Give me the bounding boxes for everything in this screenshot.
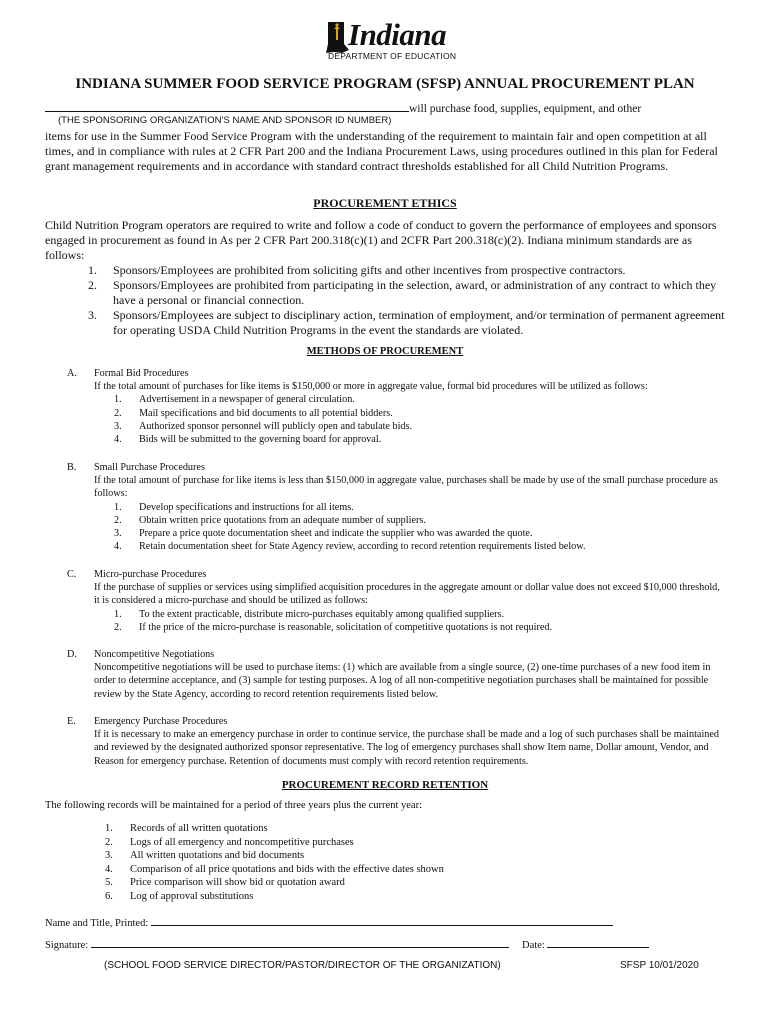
item-text: Authorized sponsor personnel will publicly open and tabulate bids. (139, 420, 413, 432)
method-title: Emergency Purchase Procedures (94, 716, 228, 727)
item-text: Retain documentation sheet for State Agency review, according to record retention requirements listed below. (139, 541, 586, 553)
item-text: Mail specifications and bid documents to all potential bidders. (139, 407, 393, 419)
method-body (94, 728, 724, 768)
form-id: SFSP 10/01/2020 (620, 960, 699, 971)
list-item (114, 407, 724, 420)
method-text: Noncompetitive negotiations will be used to purchase items: (1) which are available from a single source, (2) one-time purchases of a new food item in order to determine acceptance, and (3) sample for testing purposes. A log of all non-competitive negotiation purchases shall be maintained for possible review by the State Agency, according to record retention requirements listed below. (94, 662, 711, 700)
method-text: If the purchase of supplies or services using simplified acquisition procedures in the aggregate amount or dollar value does not exceed $10,000 threshold, it is considered a micro-purchase and should be utilized as follows: (94, 582, 720, 607)
retention-intro: The following records will be maintained for a period of three years plus the current year: (45, 800, 422, 811)
name-title-row (45, 916, 613, 929)
method-text: If it is necessary to make an emergency purchase in order to continue service, the purchase shall be made and a log of such purchases shall be maintained and reviewed by the designated authorized sponsor representative. The log of emergency purchases shall show Item name, Dollar amount, Vendor, and Reason for emergency purchase. Retention of documents must comply with record retention requirements. (94, 729, 719, 767)
method-list (114, 501, 724, 554)
item-number: 2. (114, 621, 122, 633)
logo-wordmark: Indiana (348, 17, 447, 52)
method-letter: D. (67, 649, 77, 660)
list-item (114, 621, 724, 634)
list-item (114, 420, 724, 433)
method-body (94, 661, 724, 701)
item-text: Obtain written price quotations from an adequate number of suppliers. (139, 514, 426, 526)
item-text: Records of all written quotations (130, 823, 268, 834)
item-text: Bids will be submitted to the governing board for approval. (139, 434, 382, 446)
method-letter: B. (67, 462, 77, 473)
list-item (114, 501, 724, 514)
date-field[interactable] (547, 938, 649, 948)
method-title: Formal Bid Procedures (94, 368, 189, 379)
item-number: 4. (105, 863, 113, 875)
list-item (105, 822, 444, 836)
list-item (114, 540, 724, 553)
item-number: 6. (105, 890, 113, 902)
method-title: Noncompetitive Negotiations (94, 649, 215, 660)
intro-line (45, 101, 641, 115)
method-title: Small Purchase Procedures (94, 462, 205, 473)
method-list (114, 393, 724, 446)
list-item (114, 514, 724, 527)
ethics-paragraph: Child Nutrition Program operators are required to write and follow a code of conduct to govern the performance of employees and sponsors engaged in procurement as found in As per 2 CFR Part 200.318(c)(1) and 2CFR Part 200.318(c)(2). Indiana minimum standards are as follows: (45, 218, 717, 262)
list-item (114, 527, 724, 540)
method-letter: E. (67, 716, 76, 727)
intro-paragraph: items for use in the Summer Food Service Program with the understanding of the requirement to maintain fair and open competition at all times, and in compliance with rules at 2 CFR Part 200 and the Indiana Procurement Laws, using procedures outlined in this plan for Federal grant management requirements and in accordance with standard contract thresholds established for all Child Nutrition Programs. (45, 129, 718, 173)
retention-heading: PROCUREMENT RECORD RETENTION (281, 779, 489, 791)
item-number: 5. (105, 877, 113, 888)
list-item (114, 393, 724, 406)
sponsor-field-caption: (THE SPONSORING ORGANIZATION’S NAME AND SPONSOR ID NUMBER) (58, 115, 392, 126)
item-number: 1. (105, 823, 113, 834)
method-text: If the total amount of purchases for like items is $150,000 or more in aggregate value, formal bid procedures will be utilized as follows: (94, 381, 648, 392)
method-list (114, 608, 724, 635)
signature-row (45, 938, 649, 951)
item-text: Comparison of all price quotations and bids with the effective dates shown (130, 863, 444, 875)
sponsor-name-field[interactable] (45, 101, 409, 112)
list-item (105, 876, 444, 890)
item-text: Sponsors/Employees are subject to disciplinary action, termination of employment, and/or termination of permanent agreement for operating USDA Child Nutrition Programs in the event the standards are violated. (113, 308, 725, 337)
list-item (105, 890, 444, 904)
method-text: If the total amount of purchase for like items is less than $150,000 in aggregate value, purchases shall be made by use of the small purchase procedure as follows: (94, 475, 718, 500)
method-body (94, 474, 724, 554)
method-body (94, 581, 724, 634)
methods-heading: METHODS OF PROCUREMENT (306, 346, 464, 357)
signature-caption: (SCHOOL FOOD SERVICE DIRECTOR/PASTOR/DIRECTOR OF THE ORGANIZATION) (104, 960, 501, 971)
item-text: All written quotations and bid documents (130, 850, 305, 861)
name-title-label: Name and Title, Printed: (45, 918, 149, 929)
item-text: Log of approval substitutions (130, 890, 254, 902)
list-item (88, 263, 728, 278)
item-text: If the price of the micro-purchase is reasonable, solicitation of competitive quotations is not required. (139, 621, 553, 633)
item-number: 1. (114, 608, 122, 620)
list-item (114, 433, 724, 446)
item-number: 1. (88, 263, 97, 277)
item-number: 2. (114, 407, 122, 419)
item-number: 4. (114, 434, 122, 446)
date-label: Date: (522, 940, 545, 951)
item-text: Advertisement in a newspaper of general circulation. (139, 394, 355, 406)
list-item (105, 849, 444, 863)
item-number: 3. (88, 308, 97, 322)
item-number: 4. (114, 541, 122, 553)
ethics-list (88, 263, 728, 338)
list-item (88, 278, 728, 308)
retention-list (105, 822, 444, 903)
list-item (114, 608, 724, 621)
item-number: 3. (105, 850, 113, 861)
item-text: Sponsors/Employees are prohibited from soliciting gifts and other incentives from prospective contractors. (113, 263, 626, 277)
item-number: 3. (114, 528, 122, 540)
method-body (94, 380, 724, 446)
list-item (88, 308, 728, 338)
item-text: Prepare a price quote documentation sheet and indicate the supplier who was awarded the quote. (139, 528, 533, 540)
name-title-field[interactable] (151, 916, 613, 926)
list-item (105, 863, 444, 877)
item-text: To the extent practicable, distribute micro-purchases equitably among qualified suppliers. (139, 608, 505, 620)
item-number: 3. (114, 420, 122, 432)
page-title: INDIANA SUMMER FOOD SERVICE PROGRAM (SFSP) ANNUAL PROCUREMENT PLAN (75, 76, 695, 92)
item-number: 2. (114, 514, 122, 526)
method-title: Micro-purchase Procedures (94, 569, 207, 580)
item-text: Price comparison will show bid or quotation award (130, 877, 345, 888)
item-text: Sponsors/Employees are prohibited from participating in the selection, award, or administration of any contract to which they have a personal or financial connection. (113, 278, 717, 307)
logo-department: DEPARTMENT OF EDUCATION (328, 51, 457, 61)
intro-after-line: will purchase food, supplies, equipment, and other (409, 103, 642, 115)
list-item (105, 836, 444, 850)
indiana-doe-logo (322, 17, 457, 62)
method-letter: C. (67, 569, 77, 580)
item-text: Logs of all emergency and noncompetitive purchases (130, 836, 354, 848)
item-number: 2. (105, 836, 113, 848)
item-number: 1. (114, 394, 122, 406)
item-number: 1. (114, 501, 122, 513)
ethics-heading: PROCUREMENT ETHICS (313, 196, 457, 210)
method-letter: A. (67, 368, 77, 379)
signature-field[interactable] (91, 938, 509, 948)
item-number: 2. (88, 278, 97, 292)
item-text: Develop specifications and instructions for all items. (139, 501, 354, 513)
signature-label: Signature: (45, 940, 89, 951)
